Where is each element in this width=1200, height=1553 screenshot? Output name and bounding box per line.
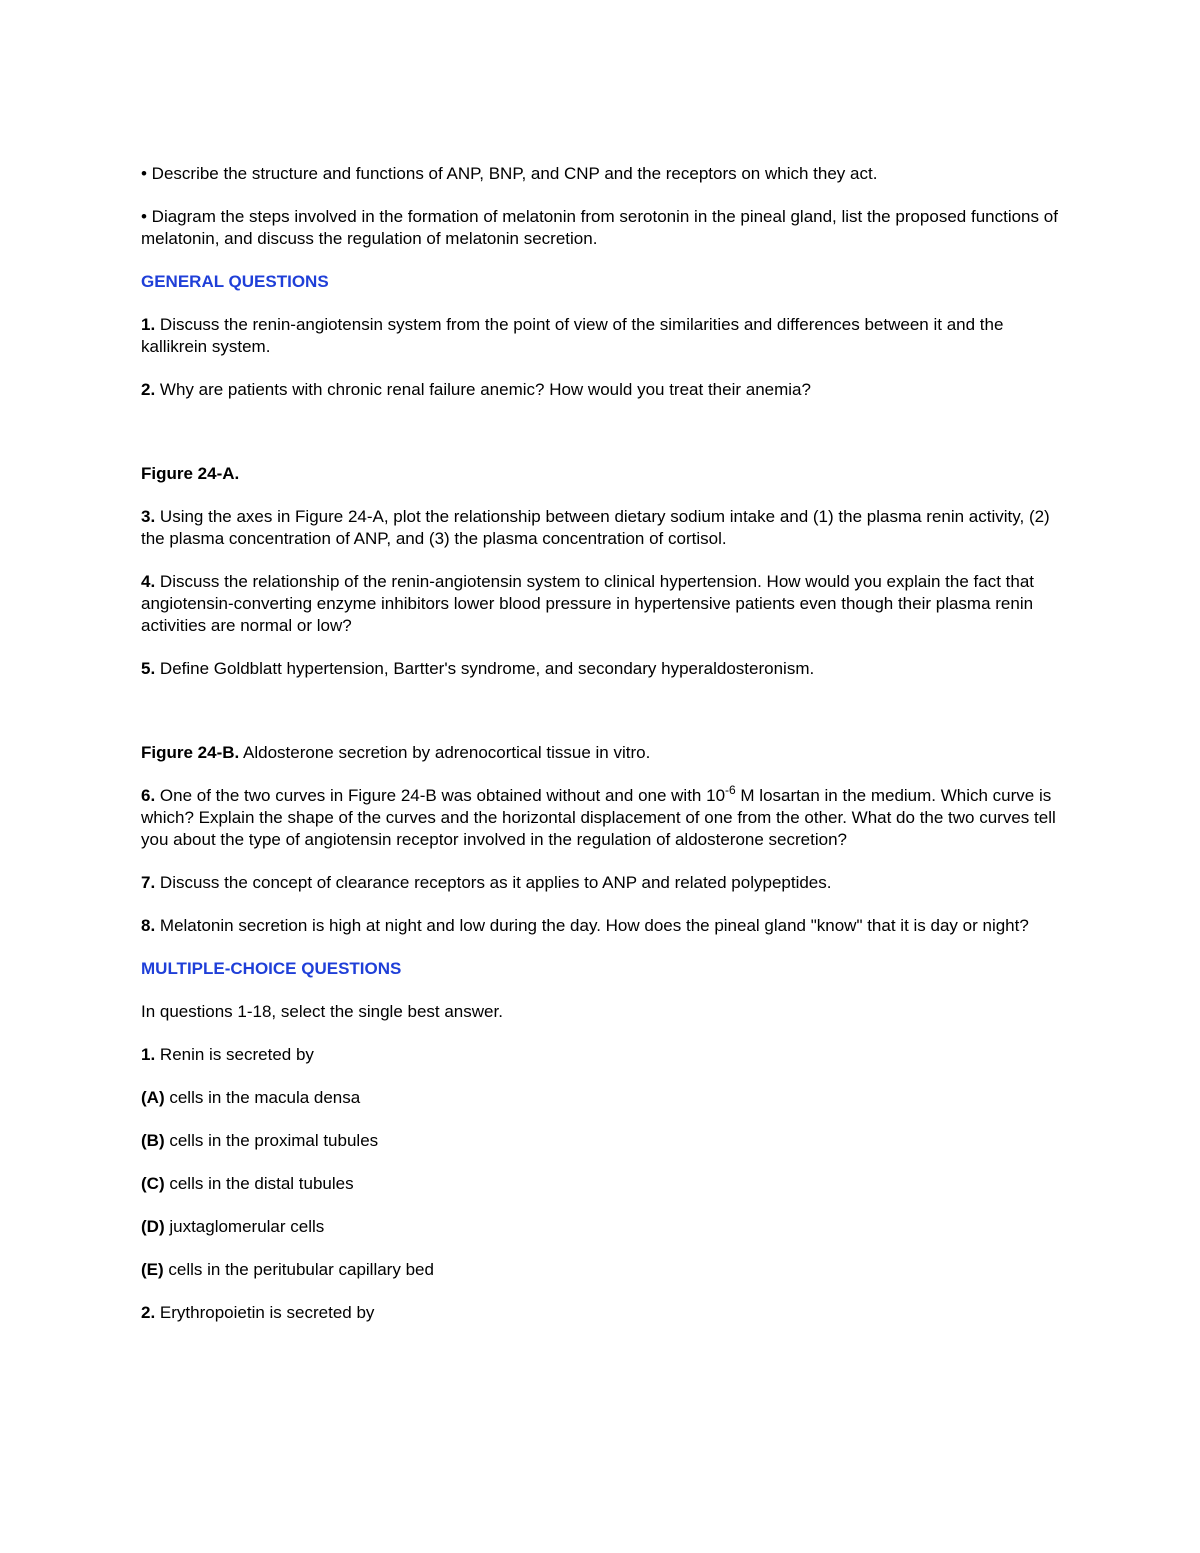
option-text: cells in the peritubular capillary bed — [163, 1260, 434, 1279]
general-questions-heading: GENERAL QUESTIONS — [141, 272, 329, 291]
question-text-continued: M losartan in the medium. Which curve is which? Explain the shape of the curves and the horizontal displacement of one from the other. What do the two curves tell you about the type of angiotensin receptor involved in the regulation of aldosterone secretion? — [141, 786, 1056, 849]
option-text: cells in the distal tubules — [164, 1174, 354, 1193]
question-text: Using the axes in Figure 24-A, plot the relationship between dietary sodium intake and (1) the plasma renin activity, (2) the plasma concentration of ANP, and (3) the plasma concentration of cortisol. — [141, 507, 1050, 548]
document-page — [141, 163, 1061, 1345]
general-question-8 — [141, 915, 1061, 937]
question-number: 5. — [141, 659, 156, 678]
question-number: 3. — [141, 507, 156, 526]
option-letter: (E) — [141, 1260, 164, 1279]
figure-24b-caption — [141, 742, 1061, 764]
option-letter: (B) — [141, 1131, 165, 1150]
question-text: Discuss the concept of clearance receptors as it applies to ANP and related polypeptides. — [155, 873, 832, 892]
option-text: juxtaglomerular cells — [164, 1217, 325, 1236]
general-question-5 — [141, 658, 1061, 680]
general-question-2 — [141, 379, 1061, 401]
option-text: cells in the proximal tubules — [164, 1131, 379, 1150]
question-number: 1. — [141, 315, 156, 334]
option-letter: (D) — [141, 1217, 165, 1236]
figure-caption-text: Aldosterone secretion by adrenocortical tissue in vitro. — [239, 743, 651, 762]
general-question-1 — [141, 314, 1061, 358]
question-text: One of the two curves in Figure 24-B was obtained without and one with 10 — [155, 786, 726, 805]
general-question-3 — [141, 506, 1061, 550]
objective-item: • Diagram the steps involved in the formation of melatonin from serotonin in the pineal gland, list the proposed functions of melatonin, and discuss the regulation of melatonin secretion. — [141, 207, 1058, 248]
question-number: 7. — [141, 873, 156, 892]
figure-label: Figure 24-B. — [141, 743, 240, 762]
mcq-question-1 — [141, 1044, 1061, 1066]
question-text: Discuss the renin-angiotensin system from the point of view of the similarities and differences between it and the kallikrein system. — [141, 315, 1004, 356]
answer-option-a — [141, 1087, 1061, 1109]
question-number: 8. — [141, 916, 156, 935]
objective-item: • Describe the structure and functions of ANP, BNP, and CNP and the receptors on which they act. — [141, 164, 878, 183]
figure-label: Figure 24-A. — [141, 464, 240, 483]
option-letter: (A) — [141, 1088, 165, 1107]
answer-option-e — [141, 1259, 1061, 1281]
question-number: 1. — [141, 1045, 156, 1064]
question-text: Define Goldblatt hypertension, Bartter's syndrome, and secondary hyperaldosteronism. — [155, 659, 815, 678]
option-letter: (C) — [141, 1174, 165, 1193]
figure-24a-caption — [141, 463, 1061, 485]
exponent: -6 — [725, 783, 736, 797]
general-question-4 — [141, 571, 1061, 637]
question-number: 6. — [141, 786, 156, 805]
question-text: Why are patients with chronic renal failure anemic? How would you treat their anemia? — [155, 380, 811, 399]
multiple-choice-heading: MULTIPLE-CHOICE QUESTIONS — [141, 959, 402, 978]
answer-option-d — [141, 1216, 1061, 1238]
answer-option-b — [141, 1130, 1061, 1152]
question-text: Melatonin secretion is high at night and low during the day. How does the pineal gland "know" that it is day or night? — [155, 916, 1029, 935]
mcq-question-2 — [141, 1302, 1061, 1324]
question-text: Renin is secreted by — [155, 1045, 314, 1064]
option-text: cells in the macula densa — [164, 1088, 361, 1107]
question-number: 2. — [141, 1303, 156, 1322]
answer-option-c — [141, 1173, 1061, 1195]
question-number: 4. — [141, 572, 156, 591]
general-question-7 — [141, 872, 1061, 894]
mcq-instructions: In questions 1-18, select the single best answer. — [141, 1002, 503, 1021]
question-text: Erythropoietin is secreted by — [155, 1303, 375, 1322]
question-text: Discuss the relationship of the renin-angiotensin system to clinical hypertension. How would you explain the fact that angiotensin-converting enzyme inhibitors lower blood pressure in hypertensive patients even though their plasma renin activities are normal or low? — [141, 572, 1034, 635]
general-question-6 — [141, 785, 1061, 851]
question-number: 2. — [141, 380, 156, 399]
